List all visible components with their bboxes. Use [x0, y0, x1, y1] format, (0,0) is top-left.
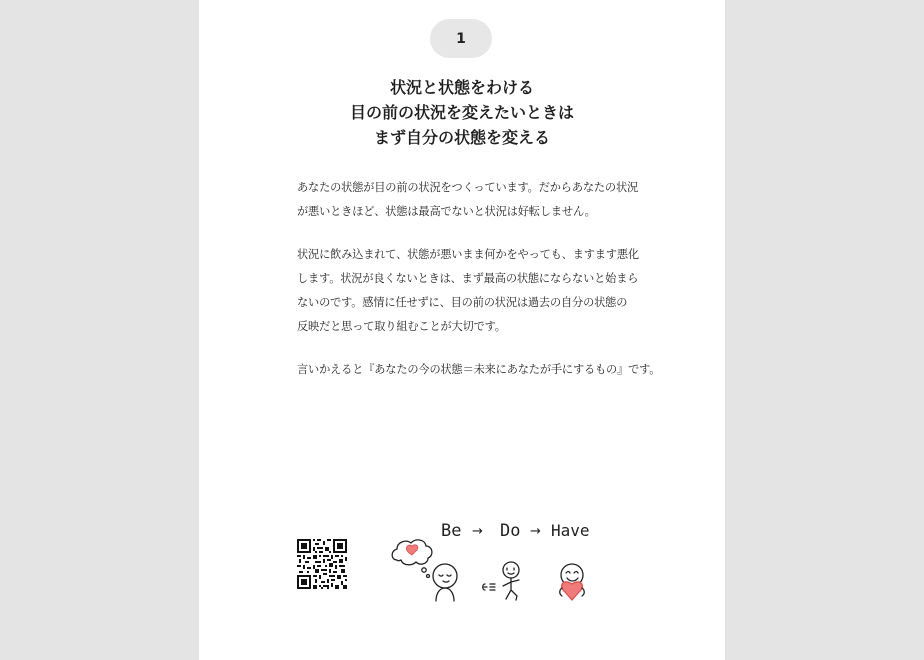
person-be-icon [433, 564, 457, 601]
text-line: します。状況が良くないときは、まず最高の状態にならないと始まら [297, 272, 639, 285]
arrow-2: → [530, 524, 541, 539]
arrow-1: → [472, 524, 483, 539]
paragraph-3 [297, 358, 661, 382]
book-page [199, 0, 725, 660]
text-line: ないのです。感情に任せずに、目の前の状況は過去の自分の状態の [297, 296, 628, 309]
page-title [199, 75, 725, 150]
do-label: Do [500, 521, 521, 541]
text-line: 言いかえると『あなたの今の状態＝未来にあなたが手にするもの』です。 [297, 363, 661, 376]
page-number-badge [430, 19, 492, 58]
title-line-1: 状況と状態をわける [389, 78, 534, 97]
person-have-icon [560, 564, 585, 600]
text-line: が悪いときほど、状態は最高でないと状況は好転しません。 [297, 205, 596, 218]
title-line-2: 目の前の状況を変えたいときは [349, 103, 574, 122]
page-number: 1 [456, 30, 466, 47]
title-line-3: まず自分の状態を変える [373, 128, 550, 147]
be-do-have-illustration [389, 512, 599, 608]
text-line: 反映だと思って取り組むことが大切です。 [297, 320, 506, 333]
paragraph-2 [297, 243, 637, 339]
have-label: Have [551, 521, 590, 540]
body-text [297, 176, 661, 401]
qr-code-icon[interactable] [297, 539, 347, 589]
paragraph-1 [297, 176, 637, 224]
person-do-icon [483, 562, 519, 600]
be-label: Be [441, 521, 462, 541]
thought-bubble-icon [392, 540, 432, 578]
text-line: あなたの状態が目の前の状況をつくっています。だからあなたの状況 [297, 181, 639, 194]
text-line: 状況に飲み込まれて、状態が悪いまま何かをやっても、ますます悪化 [297, 248, 639, 261]
